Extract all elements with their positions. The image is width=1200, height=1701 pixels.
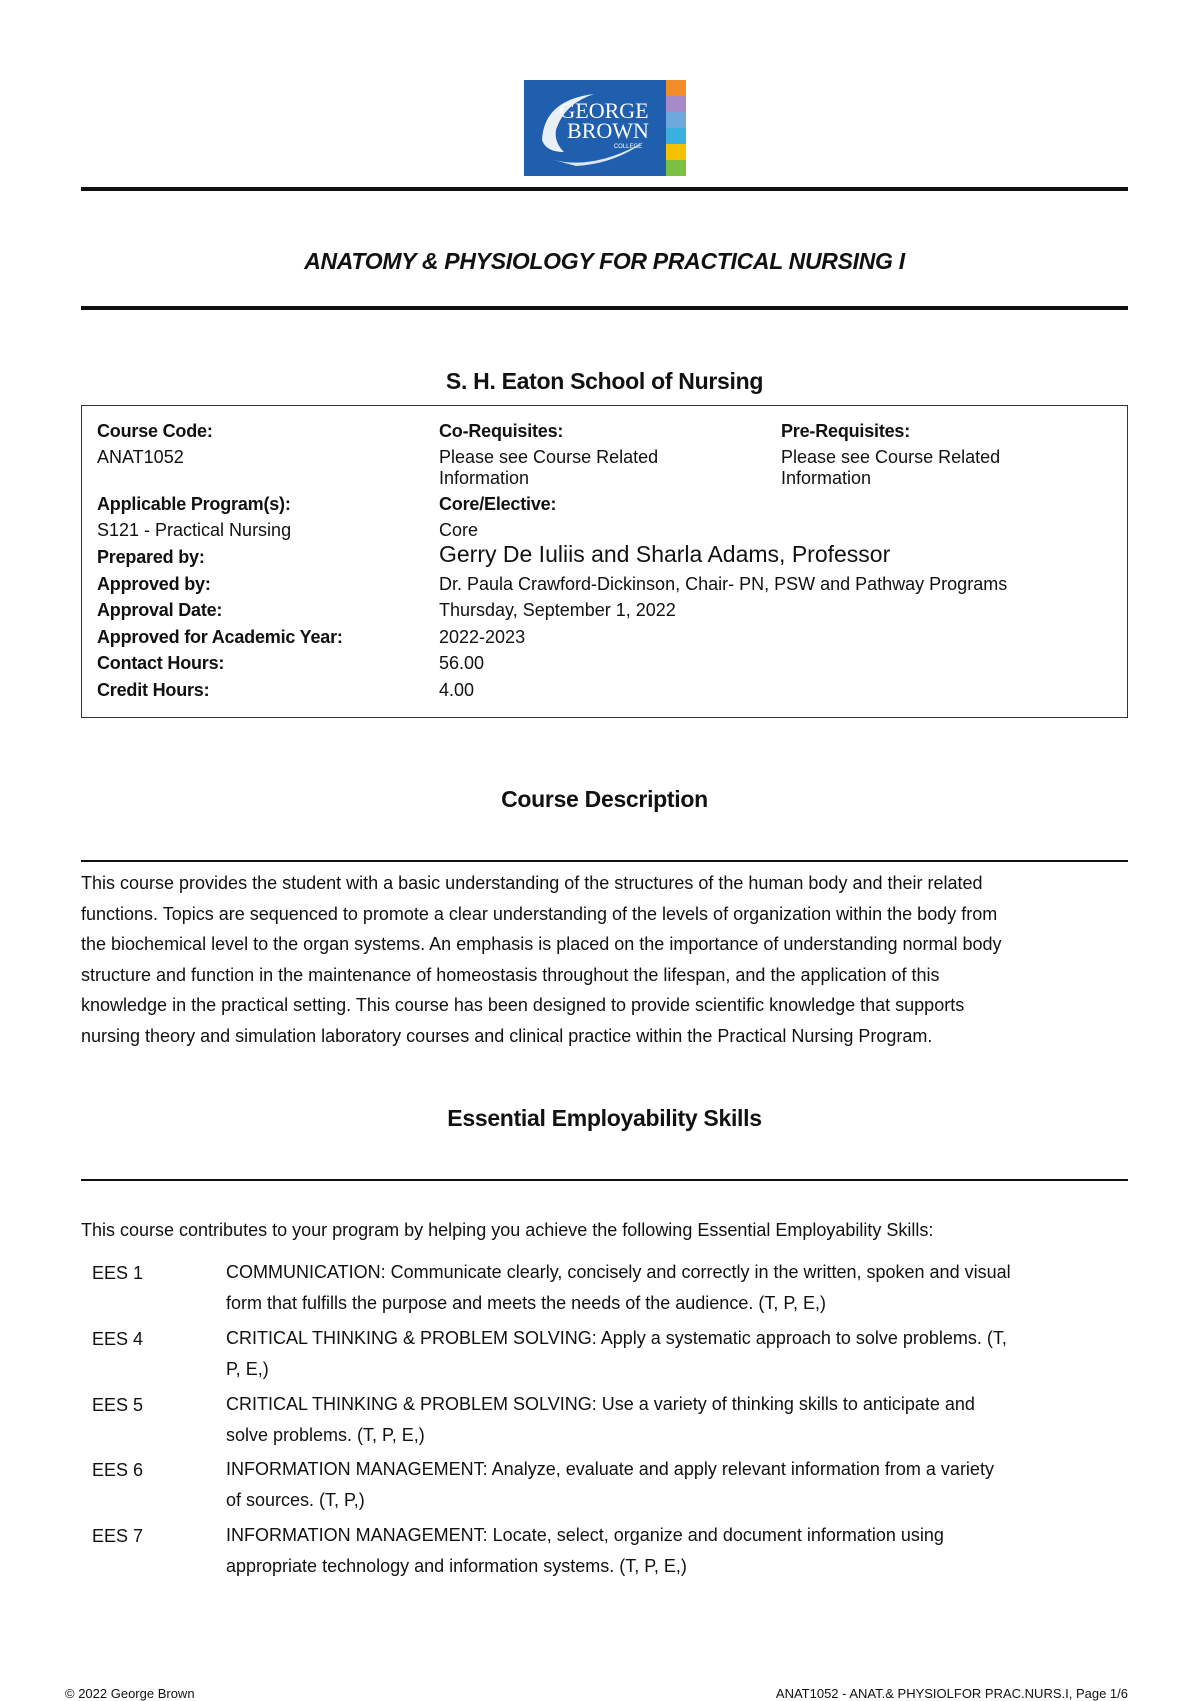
ees-heading: Essential Employability Skills	[447, 1105, 762, 1131]
prepared-by-value: Gerry De Iuliis and Sharla Adams, Professor	[439, 541, 891, 567]
course-description-rule	[81, 860, 1128, 862]
academic-year-label: Approved for Academic Year:	[97, 627, 343, 647]
footer-page-info: ANAT1052 - ANAT.& PHYSIOLFOR PRAC.NURS.I, Page 1/6	[775, 1686, 1128, 1701]
ees-code: EES 7	[92, 1526, 144, 1546]
contact-hours-value: 56.00	[439, 653, 485, 673]
ees-code: EES 1	[92, 1263, 144, 1283]
ees-code: EES 6	[92, 1460, 144, 1480]
programs-value: S121 - Practical Nursing	[97, 520, 292, 540]
ees-description: CRITICAL THINKING & PROBLEM SOLVING: Apply a systematic approach to solve problems. (T, P, E,)	[226, 1328, 1007, 1379]
contact-hours-label: Contact Hours:	[97, 653, 225, 673]
header-rule-top	[81, 187, 1128, 191]
ees-description: CRITICAL THINKING & PROBLEM SOLVING: Use a variety of thinking skills to anticipate and solve problems. (T, P, E,)	[226, 1394, 975, 1445]
credit-hours-label: Credit Hours:	[97, 680, 210, 700]
header-rule-bottom	[81, 306, 1128, 310]
coreq-label: Co-Requisites:	[439, 421, 564, 441]
programs-label: Applicable Program(s):	[97, 494, 291, 514]
description-line: This course provides the student with a basic understanding of the structures of the human body and their related	[81, 873, 983, 893]
ees-description: INFORMATION MANAGEMENT: Locate, select, organize and document information using appropriate technology and information systems. (T, P, E,)	[226, 1525, 944, 1576]
ees-code: EES 5	[92, 1395, 144, 1415]
logo-line3: COLLEGE	[613, 144, 643, 150]
prepared-by-label: Prepared by:	[97, 547, 205, 567]
course-description-heading: Course Description	[501, 786, 708, 812]
approved-by-value: Dr. Paula Crawford-Dickinson, Chair- PN, PSW and Pathway Programs	[439, 574, 1008, 594]
core-elective-value: Core	[439, 520, 479, 540]
description-line: knowledge in the practical setting. This course has been designed to provide scientific knowledge that supports	[81, 995, 965, 1015]
academic-year-value: 2022-2023	[439, 627, 526, 647]
ees-description: INFORMATION MANAGEMENT: Analyze, evaluate and apply relevant information from a variety of sources. (T, P,)	[226, 1459, 994, 1510]
prereq-value: Please see Course Related Information	[781, 447, 1001, 488]
prereq-label: Pre-Requisites:	[781, 421, 911, 441]
document-title: ANATOMY & PHYSIOLOGY FOR PRACTICAL NURSING I	[304, 248, 905, 274]
core-elective-label: Core/Elective:	[439, 494, 557, 514]
description-line: the biochemical level to the organ systems. An emphasis is placed on the importance of understanding normal body	[81, 934, 1002, 954]
description-line: nursing theory and simulation laboratory courses and clinical practice within the Practical Nursing Program.	[81, 1025, 933, 1046]
credit-hours-value: 4.00	[439, 680, 475, 700]
approval-date-label: Approval Date:	[97, 600, 223, 620]
approved-by-label: Approved by:	[97, 574, 211, 594]
course-info-box	[81, 405, 1128, 718]
footer-copyright: © 2022 George Brown	[65, 1686, 195, 1701]
course-code-value: ANAT1052	[97, 447, 184, 467]
description-line: structure and function in the maintenance of homeostasis throughout the lifespan, and the application of this	[81, 964, 940, 985]
coreq-value: Please see Course Related Information	[439, 447, 659, 488]
ees-description: COMMUNICATION: Communicate clearly, concisely and correctly in the written, spoken and visual form that fulfills the purpose and meets the needs of the audience. (T, P, E,)	[226, 1262, 1011, 1313]
ees-code: EES 4	[92, 1329, 144, 1349]
description-line: functions. Topics are sequenced to promote a clear understanding of the levels of organization within the body from	[81, 903, 998, 924]
approval-date-value: Thursday, September 1, 2022	[439, 600, 676, 620]
logo-line2: BROWN	[567, 118, 649, 143]
school-name: S. H. Eaton School of Nursing	[445, 368, 764, 394]
ees-intro: This course contributes to your program by helping you achieve the following Essential Employability Skills:	[81, 1220, 934, 1240]
course-description-text	[81, 868, 1128, 1051]
ees-rule	[81, 1179, 1128, 1181]
course-code-label: Course Code:	[97, 421, 213, 441]
george-brown-logo	[524, 80, 686, 176]
logo-line1: GEORGE	[559, 98, 649, 123]
